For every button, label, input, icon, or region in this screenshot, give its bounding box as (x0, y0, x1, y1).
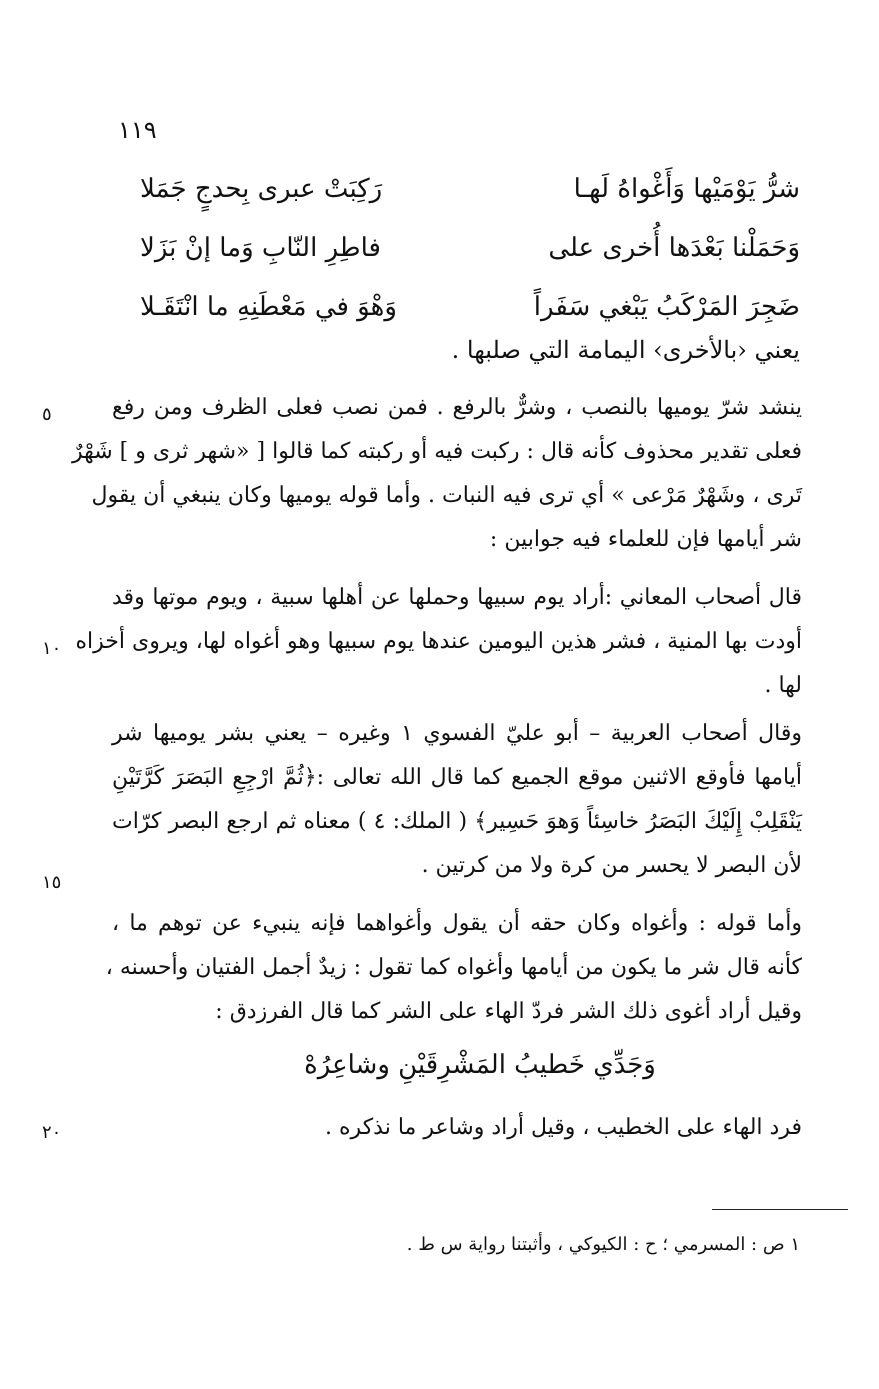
text-line: أودت بها المنية ، فشر هذين اليومين عندها يوم سبيها وهو أغواه لها، ويروى أخزاه (75, 629, 802, 654)
text-line: فرد الهاء على الخطيب ، وقيل أراد وشاعر ما نذكره . (325, 1115, 802, 1140)
text-line: يَنْقَلِبْ إِلَيْكَ البَصَرُ خاسِئاً وَهوَ حَسِير﴾ ( الملك: ٤ ) معناه ثم ارجع البصر كرّات (112, 809, 802, 834)
paragraph-2 (75, 576, 802, 708)
line-number-10: ١٠ (42, 638, 62, 659)
paragraph-1 (71, 386, 802, 562)
text-line: قال أصحاب المعاني :أراد يوم سبيها وحملها عن أهلها سبية ، ويوم موتها وقد (112, 585, 802, 610)
text-line: شر أيامها فإن للعلماء فيه جوابين : (489, 527, 802, 552)
footnote: ١ ص : المسرمي ؛ ح : الكيوكي ، وأثبتنا رواية س ط . (406, 1234, 800, 1255)
verse-second-hemistich: رَكِبَتْ عبرى بِحدجٍ جَمَلا (140, 174, 383, 204)
text-line: أيامها فأوقع الاثنين موقع الجميع كما قال الله تعالى :﴿ثُمَّ ارْجِعِ البَصَرَ كَرَّتَيْنِ (112, 765, 802, 790)
verse-line (140, 219, 800, 278)
text-line: لأن البصر لا يحسر من كرة ولا من كرتين . (421, 853, 802, 878)
text-line: وقال أصحاب العربية – أبو عليّ الفسوي ١ وغيره – يعني بشر يوميها شر (112, 721, 802, 746)
verse-first-hemistich: شرُّ يَوْمَيْها وَأَغْواهُ لَهـا (573, 174, 800, 204)
text-line: وأما قوله : وأغواه وكان حقه أن يقول وأغواهما فإنه ينبيء عن توهم ما ، (112, 911, 802, 936)
text-line: كأنه قال شر ما يكون من أيامها وأغواه كما تقول : زيدٌ أجمل الفتيان وأحسنه ، (105, 955, 802, 980)
text-line: فعلى تقدير محذوف كأنه قال : ركبت فيه أو ركبته كما قالوا [ «شهر ثرى و ] شَهْرٌ (71, 439, 802, 464)
paragraph-4 (105, 902, 802, 1034)
verse-second-hemistich: وَهْوَ في مَعْطَنِهِ ما انْتَقَـلا (140, 292, 397, 322)
verse-gloss: يعني ‹بالأخرى› اليمامة التي صلبها . (451, 336, 800, 364)
page-number: ١١٩ (118, 116, 157, 144)
line-number-5: ٥ (42, 404, 52, 425)
text-line: وقيل أراد أغوى ذلك الشر فردّ الهاء على الشر كما قال الفرزدق : (215, 999, 802, 1024)
verse-first-hemistich: ضَجِرَ المَرْكَبُ يَبْغي سَفَراً (533, 292, 800, 322)
poem-verses (140, 160, 800, 337)
text-line: ينشد شرّ يوميها بالنصب ، وشرٌّ بالرفع . فمن نصب فعلى الظرف ومن رفع (112, 395, 802, 420)
paragraph-5 (112, 1106, 802, 1150)
paragraph-3 (112, 712, 802, 888)
text-line: لها . (764, 673, 802, 698)
verse-second-hemistich: فاطِرِ النّابِ وَما إنْ بَزَلا (140, 233, 381, 263)
verse-line (140, 160, 800, 219)
text-line: تَرى ، وشَهْرٌ مَرْعى » أي ترى فيه النبات . وأما قوله يوميها وكان ينبغي أن يقول (91, 483, 802, 508)
verse-line (140, 278, 800, 337)
line-number-20: ٢٠ (42, 1122, 62, 1143)
quoted-verse: وَجَدِّي خَطيبُ المَشْرِقَيْنِ وشاعِرُهْ (304, 1050, 656, 1080)
line-number-15: ١٥ (42, 872, 62, 893)
verse-first-hemistich: وَحَمَلْنا بَعْدَها أُخرى على (548, 233, 800, 263)
footnote-separator (712, 1209, 848, 1210)
